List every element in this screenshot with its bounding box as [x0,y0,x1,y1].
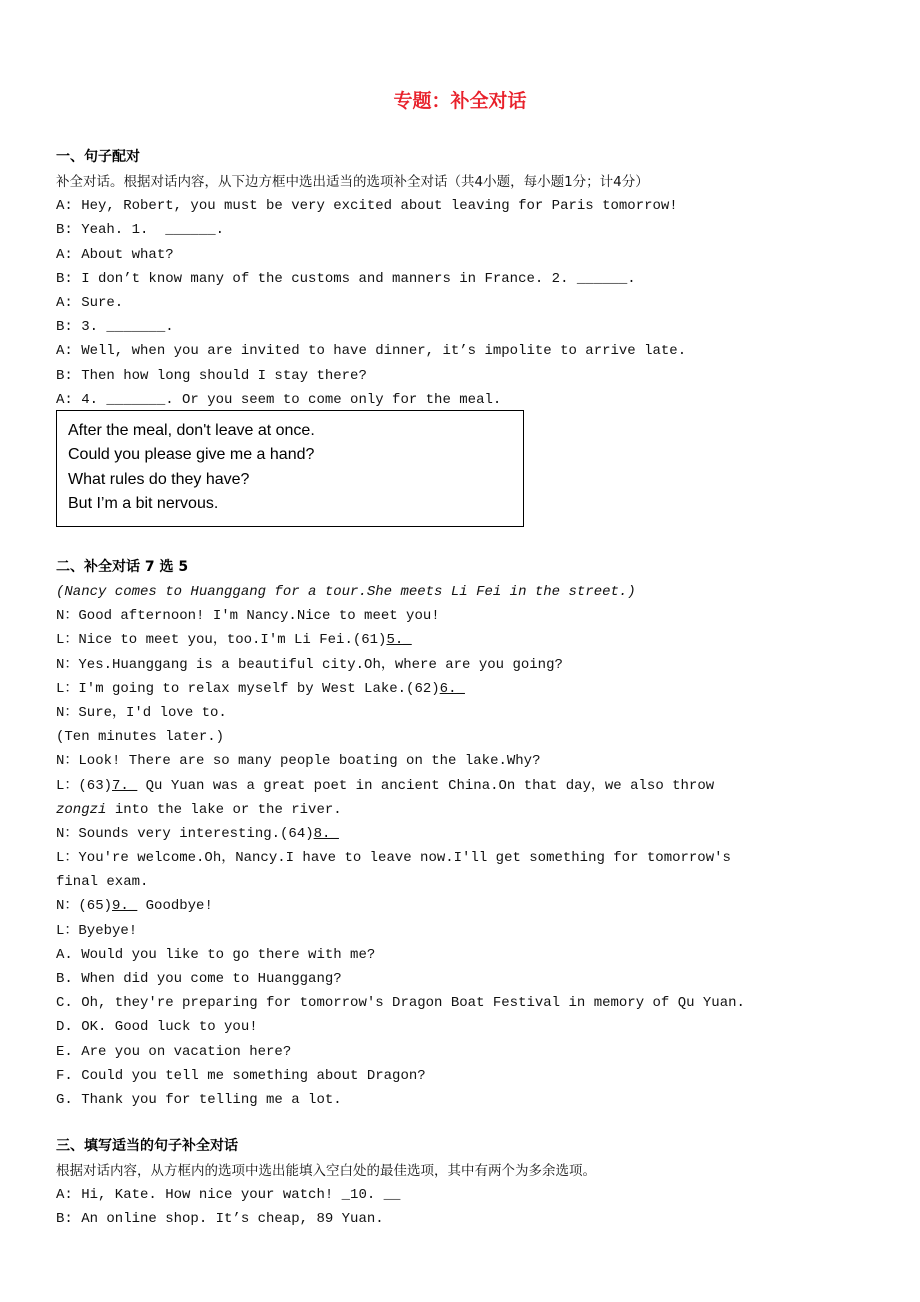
dialogue-text: N：Sounds very interesting.(64) [56,825,314,842]
dialogue-line: B: Yeah. 1. ______. [56,222,225,239]
answer-blank: 6._ [439,680,465,697]
dialogue-line: A: Hi, Kate. How nice your watch! _10. __ [56,1187,401,1204]
dialogue-line [56,774,886,798]
dialogue-line: B: I don’t know many of the customs and manners in France. 2. ______. [56,270,636,287]
dialogue-line: A: Sure. [56,294,124,311]
dialogue-line: A: 4. _______. Or you seem to come only for the meal. [56,391,502,408]
options-box [56,410,524,527]
dialogue-line [56,798,886,822]
scene-description: (Nancy comes to Huanggang for a tour.She meets Li Fei in the street.) [56,584,636,600]
dialogue-text: L：(63) [56,777,113,794]
section-3-instruction: 根据对话内容，从方框内的选项中选出能填入空白处的最佳选项，其中有两个为多余选项。 [56,1163,596,1179]
choice-item: C. Oh, they're preparing for tomorrow's Dragon Boat Festival in memory of Qu Yuan. [56,995,745,1012]
dialogue-text: Qu Yuan was a great poet in ancient China.On that day，we also throw [137,777,715,794]
answer-blank: 5._ [386,632,412,649]
dialogue-line: (Ten minutes later.) [56,729,225,746]
dialogue-line: B: Then how long should I stay there? [56,367,367,384]
dialogue-line: N：Sure，I'd love to. [56,704,227,721]
choice-item: A. Would you like to go there with me? [56,946,376,963]
dialogue-text: L：I'm going to relax myself by West Lake.(62) [56,680,440,697]
dialogue-line [56,822,886,846]
dialogue-line: N：Yes.Huanggang is a beautiful city.Oh，where are you going? [56,656,563,673]
answer-blank: 7._ [112,777,138,794]
dialogue-line: B: An online shop. It’s cheap, 89 Yuan. [56,1211,384,1228]
dialogue-line: A: Hey, Robert, you must be very excited about leaving for Paris tomorrow! [56,198,678,215]
italic-word: zongzi [56,801,107,818]
section-1-instruction: 补全对话。根据对话内容，从下边方框中选出适当的选项补全对话（共4小题，每小题1分；计4分） [56,174,649,190]
dialogue-text: N：(65) [56,898,113,915]
dialogue-text: L：Nice to meet you，too.I'm Li Fei.(61) [56,632,387,649]
dialogue-line: A: About what? [56,246,174,263]
section-1-heading: 一、句子配对 [56,149,140,165]
dialogue-line [56,677,886,701]
dialogue-line: L：Byebye! [56,922,138,939]
section-3 [56,1133,886,1232]
option-item: After the meal, don't leave at once. [68,422,315,439]
choice-item: B. When did you come to Huanggang? [56,971,342,987]
answer-blank: 9._ [112,898,138,915]
option-item: What rules do they have? [68,470,250,488]
dialogue-line: final exam. [56,874,149,891]
choice-item: D. OK. Good luck to you! [56,1019,258,1036]
section-3-heading: 三、填写适当的句子补全对话 [56,1138,238,1154]
page-title: 专题：补全对话 [393,90,527,112]
section-1 [56,144,886,412]
dialogue-line [56,894,886,918]
dialogue-line [56,628,886,652]
dialogue-text: into the lake or the river. [106,801,342,818]
option-item: Could you please give me a hand? [68,446,315,464]
option-item: But I’m a bit nervous. [68,494,219,512]
choice-item: F. Could you tell me something about Dragon? [56,1067,426,1084]
section-2-heading: 二、补全对话 7 选 5 [56,559,189,575]
dialogue-text: Goodbye! [137,898,213,915]
choice-item: G. Thank you for telling me a lot. [56,1091,342,1108]
choice-item: E. Are you on vacation here? [56,1043,292,1060]
dialogue-line: A: Well, when you are invited to have dinner, it’s impolite to arrive late. [56,343,687,360]
dialogue-line: N：Look! There are so many people boating on the lake.Why? [56,753,541,770]
answer-blank: 8._ [313,825,339,842]
dialogue-line: L：You're welcome.Oh，Nancy.I have to leave now.I'll get something for tomorrow's [56,850,731,867]
section-2 [56,554,886,1112]
dialogue-line: N：Good afternoon! I'm Nancy.Nice to meet you! [56,608,440,625]
dialogue-line: B: 3. _______. [56,319,174,336]
